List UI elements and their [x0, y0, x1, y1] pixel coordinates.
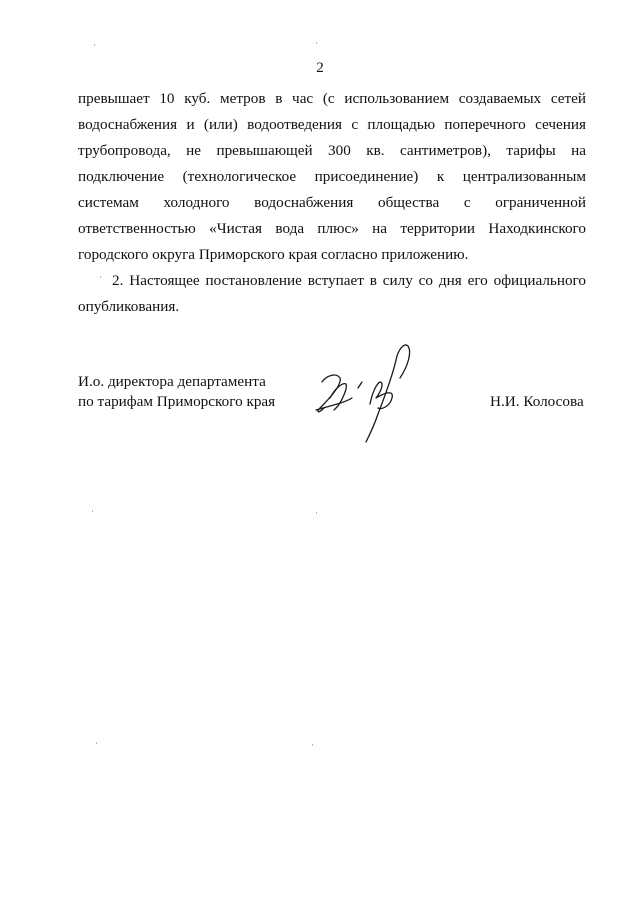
scan-speck: [92, 510, 93, 512]
signatory-title-line: И.о. директора департамента: [78, 373, 266, 390]
body-line: водоснабжения и (или) водоотведения с площадью поперечного сечения: [78, 116, 586, 133]
scan-speck: [316, 512, 317, 514]
scan-speck: [100, 276, 101, 278]
document-body: [78, 86, 586, 320]
page-number: 2: [316, 60, 324, 76]
signatory-name: Н.И. Колосова: [490, 393, 584, 410]
body-line: трубопровода, не превышающей 300 кв. сантиметров), тарифы на: [78, 142, 586, 159]
scan-speck: [316, 42, 317, 44]
scan-speck: [312, 744, 313, 746]
body-line: подключение (технологическое присоединение) к централизованным: [78, 168, 586, 185]
body-line: опубликования.: [78, 298, 180, 315]
scan-speck: [94, 44, 95, 46]
handwritten-signature: [308, 338, 418, 448]
body-line: 2. Настоящее постановление вступает в силу со дня его официального: [112, 272, 586, 289]
signatory-title: [78, 372, 275, 412]
body-line: превышает 10 куб. метров в час (с использованием создаваемых сетей: [78, 90, 586, 107]
body-line: ответственностью «Чистая вода плюс» на территории Находкинского: [78, 220, 586, 237]
body-line: городского округа Приморского края согласно приложению.: [78, 246, 469, 263]
scan-speck: [96, 742, 97, 744]
body-line: системам холодного водоснабжения общества с ограниченной: [78, 194, 586, 211]
signatory-title-line: по тарифам Приморского края: [78, 393, 276, 410]
